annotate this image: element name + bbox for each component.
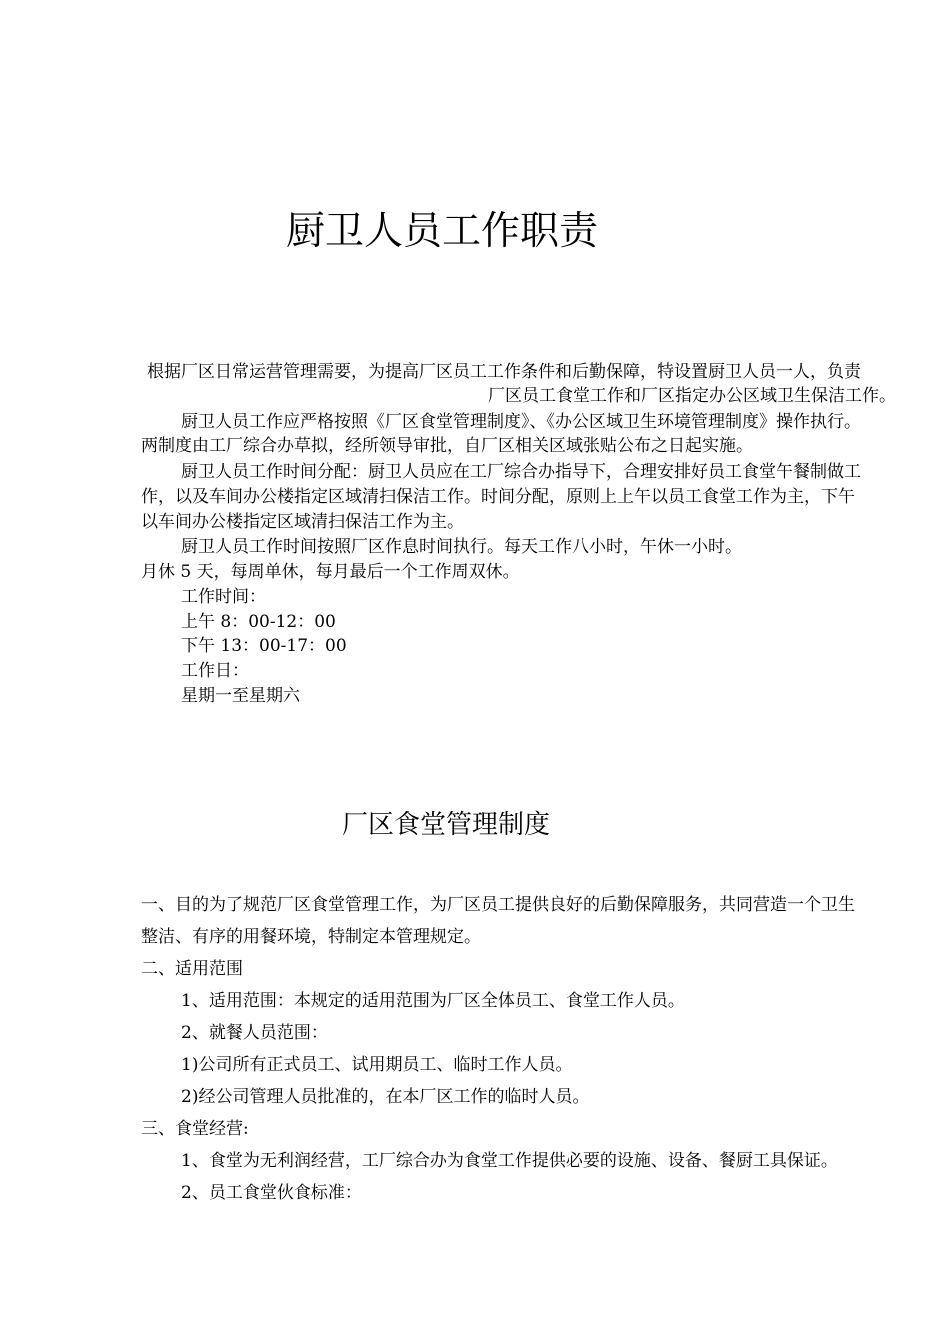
rule-item: 2、就餐人员范围：: [181, 1023, 328, 1043]
paragraph-line: 两制度由工厂综合办草拟，经所领导审批，自厂区相关区域张贴公布之日起实施。: [141, 436, 753, 456]
rule-item: 1、适用范围：本规定的适用范围为厂区全体员工、食堂工作人员。: [181, 991, 685, 1011]
rule-heading: 二、适用范围: [141, 959, 243, 979]
rule-item: 1、食堂为无利润经营，工厂综合办为食堂工作提供必要的设施、设备、餐厨工具保证。: [181, 1151, 838, 1171]
work-time-label: 工作时间：: [181, 587, 266, 607]
paragraph-line: 厨卫人员工作时间按照厂区作息时间执行。每天工作八小时，午休一小时。: [181, 537, 742, 557]
section-title: 厂区食堂管理制度: [342, 810, 551, 840]
page-title: 厨卫人员工作职责: [286, 209, 599, 254]
afternoon-hours: 下午 13：00-17：00: [181, 636, 347, 656]
paragraph-line: 整洁、有序的用餐环境，特制定本管理规定。: [141, 927, 481, 947]
work-day-label: 工作日：: [181, 661, 249, 681]
paragraph-line: 厂区员工食堂工作和厂区指定办公区域卫生保洁工作。: [488, 386, 896, 406]
paragraph-line: 厨卫人员工作应严格按照《厂区食堂管理制度》、《办公区域卫生环境管理制度》操作执行。: [181, 412, 861, 432]
morning-hours: 上午 8：00-12：00: [181, 612, 336, 632]
paragraph-line: 作，以及车间办公楼指定区域清扫保洁工作。时间分配，原则上上午以员工食堂工作为主，下午: [141, 487, 855, 507]
rule-heading: 三、食堂经营:: [141, 1119, 249, 1139]
paragraph-line: 一、目的为了规范厂区食堂管理工作，为厂区员工提供良好的后勤保障服务，共同营造一个卫生: [141, 895, 855, 915]
rule-item: 2、员工食堂伙食标准：: [181, 1183, 362, 1203]
paragraph-line: 厨卫人员工作时间分配：厨卫人员应在工厂综合办指导下，合理安排好员工食堂午餐制做工: [181, 462, 861, 482]
rule-subitem: 2)经公司管理人员批准的，在本厂区工作的临时人员。: [181, 1087, 590, 1107]
paragraph-line: 月休 5 天，每周单休，每月最后一个工作周双休。: [141, 562, 520, 582]
work-days: 星期一至星期六: [181, 686, 300, 706]
rule-subitem: 1)公司所有正式员工、试用期员工、临时工作人员。: [181, 1055, 573, 1075]
paragraph-line: 根据厂区日常运营管理需要，为提高厂区员工工作条件和后勤保障，特设置厨卫人员一人，负责: [147, 362, 861, 382]
paragraph-line: 以车间办公楼指定区域清扫保洁工作为主。: [141, 512, 464, 532]
